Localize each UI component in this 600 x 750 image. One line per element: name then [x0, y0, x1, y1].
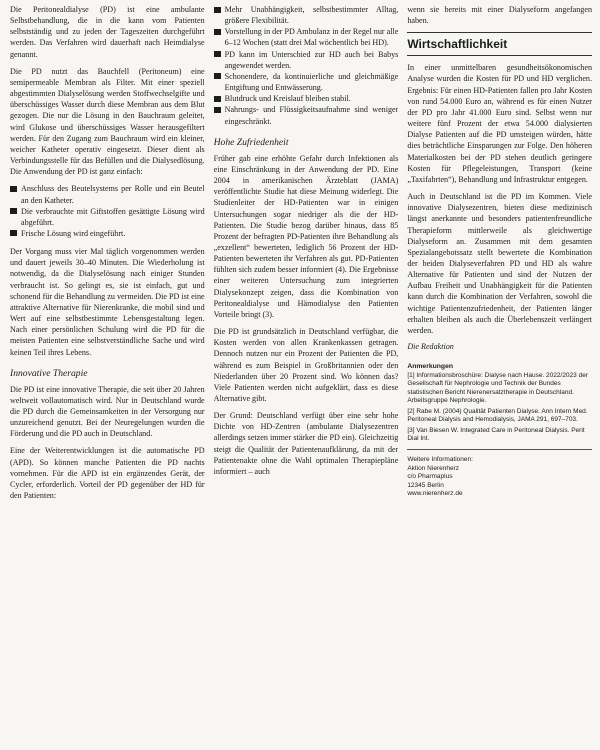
paragraph: Der Vorgang muss vier Mal täglich vorgenommen werden und dauert jeweils 30–40 Minuten. Die Wiederholung ist notwendig, da die Dialyselösung nach einiger Stunden verbraucht ist. So gelingt es, sie ist einfach, gut und schonend für die Behandlung zu vermeiden. Die PD ist eine attraktive Alternative für Nierenkranke, die mobil sind und Wert auf eine selbstbestimmte Lebensgestaltung legen. Nach einer persönlichen Schulung wird die PD für die meisten Patienten eine selbstverständliche Sache und wird keinen Teil ihres Lebens. [10, 247, 205, 357]
paragraph: Früher gab eine erhöhte Gefahr durch Infektionen als eine Einschränkung in der Anwendung der PD. Eine 2004 in amerikanischen Ärzteblatt (JAMA) veröffentlichte Studie hat diese Meinung widerlegt. Die Studienleiter der HD-Patienten war in einigen Untersuchungen sogar niedriger als die der HD-Patienten. Die Studie bezog darüber hinaus, dass 85 Prozent der befragten PD-Patienten ihre Behandlung als „exzellent“ bewerteten, lediglich 56 Prozent der HD-Patienten bewerteten ihr Verfahren als gut. PD-Patienten fühlten sich zudem besser informiert (4). Die Ergebnisse einer weiteren Untersuchung zum integrierten Dialysekonzept zeigen, dass die Kombination von Peritonealdialyse und Hämodialyse den Patienten Vorteile bringt (3). [213, 153, 399, 319]
section-subheading: Hohe Zufriedenheit [213, 136, 289, 148]
contact-line: Aktion Nierenherz [407, 464, 459, 472]
square-bullet-icon [10, 186, 17, 192]
references [407, 363, 592, 443]
square-bullet-icon [214, 51, 221, 57]
contact-link[interactable]: www.nierenherz.de [407, 489, 463, 497]
bullet-text: Mehr Unabhängigkeit, selbstbestimmter Alltag, größere Flexibilität. [224, 5, 399, 26]
column-1 [10, 4, 205, 750]
paragraph: Die PD ist eine innovative Therapie, die seit über 20 Jahren weltweit vollautomatisch wird. Nur in Deutschland wurde die PD durch die Gemeinsamkeiten in der Versorgung nur unzureichend genutzt. Bei der Neuregelungen wurden die Förderung und die PD auch in Deutschland. [10, 384, 205, 439]
reference-item: [3] Van Biesen W. Integrated Care in Peritoneal Dialysis. Perit Dial Int. [407, 426, 585, 442]
column-2 [214, 4, 399, 750]
bullet-item [10, 228, 205, 239]
square-bullet-icon [214, 29, 221, 35]
bullet-text: Anschluss des Beutelsystems per Rolle und ein Beutel an den Katheter. [21, 184, 205, 205]
bullet-item [10, 206, 205, 228]
bullet-item [214, 104, 399, 126]
paragraph: Der Grund: Deutschland verfügt über eine sehr hohe Dichte von HD-Zentren (ambulante Dialysezentren allerdings setzen immer stärker die PD ein). Gleichzeitig steigt die Qualität der Patientenaufklärung, da mit der Patientenakte ohne die Wahl optimalen Therapiepläne informiert – auch [213, 411, 399, 476]
bullet-list [214, 4, 399, 127]
contact-line: c/o Pharmaplus [407, 473, 453, 481]
paragraph: Auch in Deutschland ist die PD im Kommen. Viele innovative Dialysezentren, bieten diese medizinisch längst anerkannte und besonders patientenfreundliche Therapieform mittlerweile als gleichwertige Dialyseform an. Zusammen mit dem gesamten Spezialangebotssatz stellt bewertete die Kombination der beiden Dialyseverfahren PD und HD als wahre Alternative für Patienten und sind der Nutzen der Aufbau Freiheit und Unabhängigkeit für die Patienten kann durch die Kombination der Verfahren, sowohl die wichtige Patientenzufriedenheit, der Patienten länger erhalten bleiben als auch die Überlebenszeit verlängert werden. [407, 192, 592, 335]
square-bullet-icon [214, 96, 221, 102]
contact-line: 12345 Berlin [407, 481, 444, 489]
bullet-text: Schonendere, da kontinuierliche und gleichmäßige Entgiftung und Entwässerung. [224, 71, 399, 93]
paragraph: Eine der Weiterentwicklungen ist die automatische PD (APD). So können manche Patienten die PD nachts vornehmen. Für die APD ist ein ergänzendes Gerät, der Cycler, erforderlich. Vorteil der PD gegenüber der HD für den Patienten: [10, 446, 205, 501]
bullet-item [214, 93, 399, 104]
author-byline: Die Redaktion [407, 342, 454, 352]
bullet-item [214, 4, 399, 26]
bullet-item [10, 183, 205, 205]
square-bullet-icon [214, 7, 221, 13]
square-bullet-icon [214, 107, 221, 113]
bullet-text: PD kann im Unterschied zur HD auch bei Babys angewendet werden. [224, 49, 399, 70]
references-title: Anmerkungen [407, 363, 454, 371]
reference-item: [1] Informationsbroschüre: Dialyse nach Hause. 2022/2023 der Gesellschaft für Nephrologie und Technik der Bundes statistischen Bericht Nierenersatztherapie in Deutschland. Arbeitsgruppe Nephrologie. [407, 372, 588, 405]
article-columns [10, 4, 592, 750]
section-heading-box: Wirtschaftlichkeit [407, 32, 592, 56]
paragraph: wenn sie bereits mit einer Dialyseform angefangen haben. [407, 5, 592, 26]
contact-line: Weitere Informationen: [407, 456, 473, 464]
column-3 [407, 4, 592, 750]
bullet-item [214, 49, 399, 71]
bullet-list [10, 183, 205, 239]
bullet-item [214, 26, 399, 48]
contact-info [407, 456, 592, 498]
paragraph: Die Peritonealdialyse (PD) ist eine ambulante Selbstbehandlung, die in die kann vom Patienten selbstständig und zu jeden der Tageszeiten durchgeführt werden. Das Verfahren wird dauerhaft nach Heimdialyse genannt. [10, 5, 205, 59]
bullet-text: Die verbrauchte mit Giftstoffen gesättigte Lösung wird abgeführt. [21, 206, 205, 227]
square-bullet-icon [214, 73, 221, 79]
bullet-text: Nahrungs- und Flüssigkeitsaufnahme sind weniger eingeschränkt. [224, 105, 399, 126]
bullet-text: Frische Lösung wird eingeführt. [21, 228, 126, 238]
divider [407, 449, 592, 450]
reference-item: [2] Rabe M. (2004) Qualität Patienten Dialyse. Ann Intern Med. Peritoneal Dialysis and Hemodialysis, JAMA 291, 697–703. [407, 407, 588, 424]
bullet-item [214, 71, 399, 93]
bullet-text: Blutdruck und Kreislauf bleiben stabil. [224, 94, 351, 104]
square-bullet-icon [10, 230, 17, 236]
paragraph: In einer unmittelbaren gesundheitsökonomischen Analyse wurden die Kosten für PD und HD verglichen. Ergebnis: Für einen HD-Patienten fallen pro Jahr Kosten von rund 54.000 Euro an, während es für einen Nutzer der PD pro Jahr 41.000 Euro sind. Selbst wenn nur weitere fünf Prozent der etwa 54.000 dialysierten Dialyse Patienten auf die PD umsteigen würden, hätte dies beträchtliche Einsparungen zur Folge. Den höheren Materialkosten bei der PD stehen deutlich geringere Kosten für Pflegeleistungen, Transport (keine „Taxifahrten“), Behandlung und Infrastruktur entgegen. [407, 63, 592, 184]
square-bullet-icon [10, 208, 17, 214]
bullet-text: Vorstellung in der PD Ambulanz in der Regel nur alle 6–12 Wochen (statt drei Mal wöchentlich bei HD). [224, 27, 399, 48]
paragraph: Die PD nutzt das Bauchfell (Peritoneum) eine semipermeable Membran als Filter. Mit einer speziell abgestimmten Dialyselösung werden Stoffwechselgifte und überschüssiges Wasser durch diese Membran aus dem Blut gezogen. Die nur die Lösung in den Bauchraum geleitet, wird Glukose und überschüssiges Wasser herausgefiltert werden. Für den Zugang zum Bauchraum wird ein kleiner, weicher Katheter operativ eingesetzt. Dieser dient als Verbindungsstelle für das Befüllen und die Dialysedlösung. Die Anwendung der PD ist ganz einfach: [10, 66, 205, 177]
section-subheading: Innovative Therapie [10, 367, 88, 379]
paragraph: Die PD ist grundsätzlich in Deutschland verfügbar, die Kosten werden von allen Krankenkassen getragen. Dennoch nutzen nur ein Prozent der Patienten die PD, während es zum Beispiel in Großbritannien oder den Niederlanden über 20 Prozent sind. Wo können das? Viele Patienten werden nicht aufgeklärt, dass es diese Alternative gibt. [213, 327, 399, 403]
